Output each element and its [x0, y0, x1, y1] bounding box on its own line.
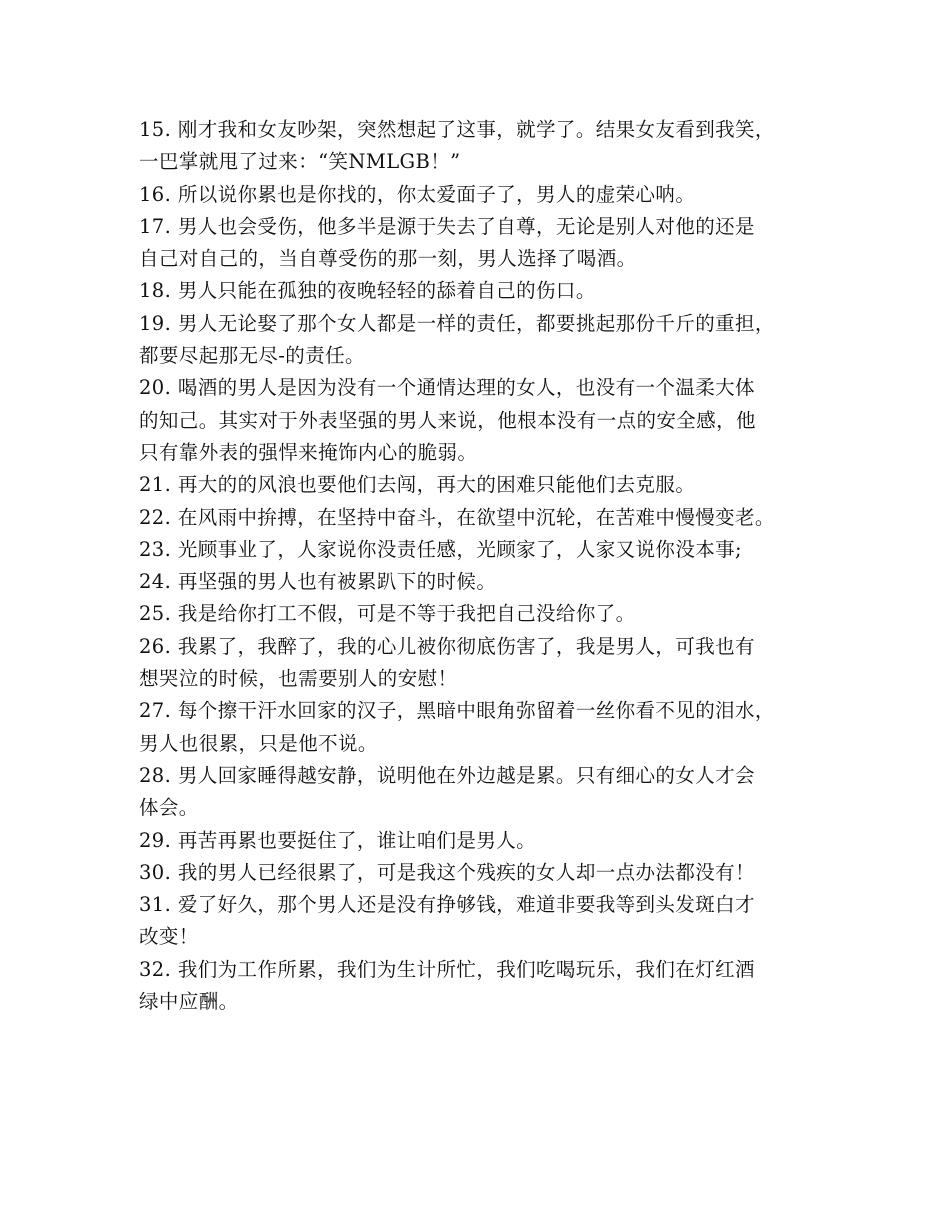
- list-item-number: 18.: [139, 279, 172, 303]
- list-item: [139, 695, 829, 760]
- list-item-text: 我累了，我醉了，我的心儿被你彻底伤害了，我是男人，可我也有: [177, 634, 755, 658]
- list-item-number: 19.: [139, 311, 172, 335]
- list-item-text: 再大的的风浪也要他们去闯，再大的困难只能他们去克服。: [177, 473, 696, 497]
- list-item: [139, 502, 829, 534]
- list-item-text: 男人只能在孤独的夜晚轻轻的舔着自己的伤口。: [177, 279, 596, 303]
- list-item-text: 再苦再累也要挺住了，谁让咱们是男人。: [177, 828, 537, 852]
- list-item: [139, 211, 829, 276]
- list-item-number: 22.: [139, 505, 172, 529]
- document-body: [139, 114, 829, 1018]
- list-item-first-line: [139, 857, 829, 889]
- list-item: [139, 760, 829, 825]
- list-item-first-line: [139, 889, 829, 921]
- list-item: [139, 631, 829, 696]
- list-item-text: 男人也会受伤，他多半是源于失去了自尊，无论是别人对他的还是: [177, 214, 755, 238]
- list-item-number: 20.: [139, 376, 172, 400]
- list-item: [139, 825, 829, 857]
- list-item-continuation-line: 想哭泣的时候，也需要别人的安慰！: [139, 667, 458, 691]
- list-item-first-line: [139, 502, 829, 534]
- list-item-first-line: [139, 372, 829, 404]
- list-item: [139, 469, 829, 501]
- list-item-number: 16.: [139, 182, 172, 206]
- list-item-continuation-line: 体会。: [139, 796, 199, 820]
- list-item-continuation-line: 只有靠外表的强悍来掩饰内心的脆弱。: [139, 440, 478, 464]
- list-item-first-line: [139, 631, 829, 663]
- list-item-text: 在风雨中拚搏，在坚持中奋斗，在欲望中沉轮，在苦难中慢慢变老。: [177, 505, 775, 529]
- list-item-number: 17.: [139, 214, 172, 238]
- list-item-number: 30.: [139, 860, 172, 884]
- list-item-number: 24.: [139, 570, 172, 594]
- list-item-first-line: [139, 211, 829, 243]
- list-item-first-line: [139, 179, 829, 211]
- list-item-first-line: [139, 469, 829, 501]
- list-item-first-line: [139, 114, 829, 146]
- list-item-first-line: [139, 695, 829, 727]
- list-item-continuation-line: 自己对自己的，当自尊受伤的那一刻，男人选择了喝酒。: [139, 247, 637, 271]
- list-item-first-line: [139, 534, 829, 566]
- list-item-continuation-line: 都要尽起那无尽-的责任。: [139, 344, 365, 368]
- list-item-continuation-line: 一巴掌就甩了过来：“笑NMLGB！”: [139, 150, 461, 174]
- list-item: [139, 598, 829, 630]
- list-item-text: 再坚强的男人也有被累趴下的时候。: [177, 570, 497, 594]
- list-item: [139, 857, 829, 889]
- list-item-text: 我们为工作所累，我们为生计所忙，我们吃喝玩乐，我们在灯红酒: [177, 957, 755, 981]
- list-item-continuation-line: 的知己。其实对于外表坚强的男人来说，他根本没有一点的安全感，他: [139, 408, 756, 432]
- list-item-text: 所以说你累也是你找的，你太爱面子了，男人的虚荣心呐。: [177, 182, 696, 206]
- list-item-number: 29.: [139, 828, 172, 852]
- list-item-first-line: [139, 308, 829, 340]
- list-item: [139, 308, 829, 373]
- list-item: [139, 954, 829, 1019]
- list-item-first-line: [139, 954, 829, 986]
- list-item-first-line: [139, 825, 829, 857]
- list-item-number: 15.: [139, 118, 172, 141]
- list-item: [139, 566, 829, 598]
- list-item-continuation-line: 男人也很累，只是他不说。: [139, 731, 378, 755]
- list-item: [139, 534, 829, 566]
- list-item: [139, 179, 829, 211]
- list-item-text: 男人回家睡得越安静，说明他在外边越是累。只有细心的女人才会: [177, 763, 755, 787]
- list-item: [139, 372, 829, 469]
- list-item-text: 我的男人已经很累了，可是我这个残疾的女人却一点办法都没有！: [177, 860, 755, 884]
- list-item-number: 27.: [139, 699, 172, 723]
- list-item: [139, 889, 829, 954]
- list-item-text: 刚才我和女友吵架，突然想起了这事，就学了。结果女友看到我笑，: [177, 118, 775, 141]
- list-item-text: 爱了好久，那个男人还是没有挣够钱，难道非要我等到头发斑白才: [177, 893, 755, 917]
- list-item-continuation-line: 改变！: [139, 925, 199, 949]
- list-item-number: 32.: [139, 957, 172, 981]
- list-item: [139, 114, 829, 179]
- list-item-text: 每个擦干汗水回家的汉子，黑暗中眼角弥留着一丝你看不见的泪水，: [177, 699, 775, 723]
- list-item-number: 21.: [139, 473, 172, 497]
- list-item-text: 喝酒的男人是因为没有一个通情达理的女人，也没有一个温柔大体: [177, 376, 755, 400]
- list-item: [139, 275, 829, 307]
- list-item-number: 25.: [139, 602, 172, 626]
- list-item-text: 我是给你打工不假，可是不等于我把自己没给你了。: [177, 602, 636, 626]
- list-item-first-line: [139, 598, 829, 630]
- list-item-first-line: [139, 760, 829, 792]
- list-item-text: 男人无论娶了那个女人都是一样的责任，都要挑起那份千斤的重担，: [177, 311, 775, 335]
- list-item-number: 28.: [139, 763, 172, 787]
- list-item-number: 31.: [139, 893, 172, 917]
- list-item-number: 23.: [139, 537, 172, 561]
- list-item-first-line: [139, 566, 829, 598]
- list-item-number: 26.: [139, 634, 172, 658]
- list-item-text: 光顾事业了，人家说你没责任感，光顾家了，人家又说你没本事;: [177, 537, 742, 561]
- list-item-first-line: [139, 275, 829, 307]
- list-item-continuation-line: 绿中应酬。: [139, 990, 239, 1014]
